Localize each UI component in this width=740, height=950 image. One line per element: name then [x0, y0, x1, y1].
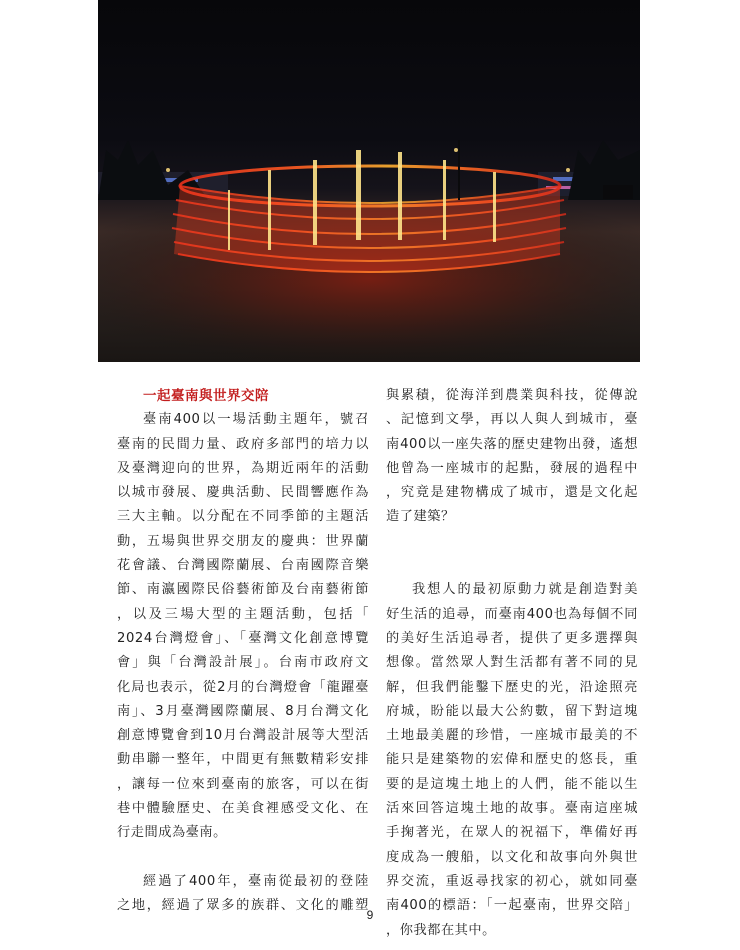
right-paragraph-1-line: 造了建築？ — [386, 509, 455, 525]
right-paragraph-2-line: 界交流，重返尋找家的初心，就如同臺 — [386, 873, 638, 889]
right-column — [386, 384, 638, 943]
right-paragraph-2-line: 南400的標語：「一起臺南，世界交陪」 — [386, 898, 638, 914]
right-paragraph-1-line: 南400以一座失落的歷史建物出發，遙想 — [386, 436, 638, 452]
right-paragraph-2-line: 府城，盼能以最大公約數，留下對這塊 — [386, 703, 638, 719]
left-paragraph-1-line: ，以及三場大型的主題活動，包括「 — [117, 606, 369, 622]
left-paragraph-1-line: 創意博覽會到10月台灣設計展等大型活 — [117, 728, 369, 744]
right-paragraph-2-line: 手掬著光，在眾人的祝福下，準備好再 — [386, 825, 638, 841]
left-paragraph-1-line: 臺南400以一場活動主題年，號召 — [143, 412, 369, 428]
right-paragraph-2-line: 想像。當然眾人對生活都有著不同的見 — [386, 655, 638, 671]
left-paragraph-1-line: 化局也表示，從2月的台灣燈會「龍躍臺 — [117, 679, 369, 695]
right-paragraph-2-line: 好生活的追尋，而臺南400也為每個不同 — [386, 606, 638, 622]
right-paragraph-2-line: 度成為一艘船，以文化和故事向外與世 — [386, 849, 638, 865]
left-paragraph-1-line: 三大主軸。以分配在不同季節的主題活 — [117, 509, 369, 525]
left-paragraph-1-line: 巷中體驗歷史、在美食裡感受文化、在 — [117, 801, 369, 817]
section-heading: 一起臺南與世界交陪 — [143, 388, 269, 404]
right-paragraph-2-line: 解，但我們能鑿下歷史的光，沿途照亮 — [386, 679, 638, 695]
left-paragraph-1-line: 2024台灣燈會」、「臺灣文化創意博覽 — [117, 630, 369, 646]
left-paragraph-1-line: 會」與「台灣設計展」。台南市政府文 — [117, 655, 369, 671]
left-paragraph-2-line: 經過了400年，臺南從最初的登陸 — [143, 873, 369, 889]
light-installation-photo — [98, 0, 640, 362]
left-column — [117, 384, 369, 919]
right-paragraph-1-line: ，究竟是建物構成了城市，還是文化起 — [386, 485, 638, 501]
right-paragraph-2-line: ，你我都在其中。 — [386, 922, 496, 938]
left-paragraph-1-line: 動串聯一整年，中間更有無數精彩安排 — [117, 752, 369, 768]
right-paragraph-1-line: 他曾為一座城市的起點，發展的過程中 — [386, 460, 638, 476]
left-paragraph-1-line: 臺南的民間力量、政府多部門的培力以 — [117, 436, 369, 452]
left-paragraph-1-line: ，讓每一位來到臺南的旅客，可以在街 — [117, 776, 369, 792]
left-paragraph-1-line: 行走間成為臺南。 — [117, 825, 227, 841]
right-paragraph-1-line: 、記憶到文學，再以人與人到城市，臺 — [386, 412, 638, 428]
right-paragraph-2-line: 土地最美麗的珍惜，一座城市最美的不 — [386, 728, 638, 744]
right-paragraph-2-line: 活來回答這塊土地的故事。臺南這座城 — [386, 801, 638, 817]
left-paragraph-1-line: 花會議、台灣國際蘭展、台南國際音樂 — [117, 558, 369, 574]
right-paragraph-2-line: 我想人的最初原動力就是創造對美 — [412, 582, 638, 598]
left-paragraph-1-line: 動，五場與世界交朋友的慶典：世界蘭 — [117, 533, 369, 549]
right-paragraph-1-line: 與累積，從海洋到農業與科技，從傳說 — [386, 388, 638, 403]
right-paragraph-2-line: 能只是建築物的宏偉和歷史的悠長，重 — [386, 752, 638, 768]
right-paragraph-2-line: 要的是這塊土地上的人們，能不能以生 — [386, 776, 638, 792]
left-paragraph-1-line: 及臺灣迎向的世界，為期近兩年的活動 — [117, 460, 369, 476]
left-paragraph-1-line: 節、南瀛國際民俗藝術節及台南藝術節 — [117, 582, 369, 598]
right-paragraph-2-line: 的美好生活追尋者，提供了更多選擇與 — [386, 630, 638, 646]
left-paragraph-1-line: 以城市發展、慶典活動、民間響應作為 — [117, 485, 369, 501]
left-paragraph-2-line: 之地，經過了眾多的族群、文化的雕塑 — [117, 898, 369, 914]
left-paragraph-1-line: 南」、3月臺灣國際蘭展、8月台灣文化 — [117, 703, 369, 719]
page-number: 9 — [366, 908, 374, 922]
